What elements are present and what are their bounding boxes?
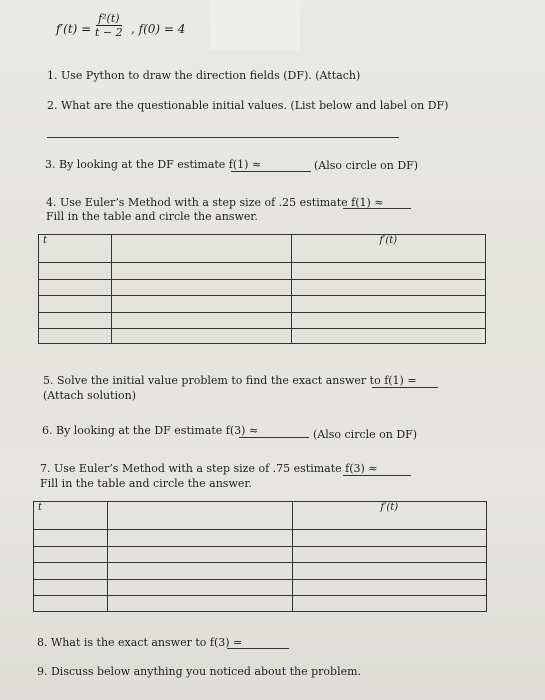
table-header-blank xyxy=(108,502,292,530)
table-cell[interactable] xyxy=(39,329,112,344)
answer-line-q3[interactable] xyxy=(231,171,311,172)
table-cell[interactable] xyxy=(39,296,112,313)
fraction-denominator: t − 2 xyxy=(95,26,123,39)
question-6-note: (Also circle on DF) xyxy=(313,428,418,441)
table-cell[interactable] xyxy=(108,563,292,580)
table-cell[interactable] xyxy=(292,596,486,612)
table-row xyxy=(39,313,486,329)
table-cell[interactable] xyxy=(112,263,291,280)
question-7: 7. Use Euler’s Method with a step size of .75 estimate f(3) ≈ xyxy=(40,462,378,475)
question-5: 5. Solve the initial value problem to find the exact answer to f(1) = xyxy=(43,374,417,387)
table-cell[interactable] xyxy=(291,263,485,280)
table-cell[interactable] xyxy=(112,329,291,344)
table-cell[interactable] xyxy=(34,547,108,563)
equation-lhs: f′(t) = xyxy=(56,22,92,36)
table-cell[interactable] xyxy=(34,563,108,580)
euler-table-1 xyxy=(38,234,486,344)
euler-table-2 xyxy=(33,501,487,612)
table-header-t: t xyxy=(34,502,108,530)
table-cell[interactable] xyxy=(108,580,292,596)
table-header-t: t xyxy=(39,235,112,263)
question-8: 8. What is the exact answer to f(3) = xyxy=(37,636,243,649)
question-7-instruction: Fill in the table and circle the answer. xyxy=(40,477,252,490)
table-cell[interactable] xyxy=(108,530,292,547)
table-cell[interactable] xyxy=(34,596,108,612)
table-cell[interactable] xyxy=(291,329,485,344)
question-3-note: (Also circle on DF) xyxy=(314,159,419,172)
table-row xyxy=(34,596,487,612)
fraction-numerator: f²(t) xyxy=(98,12,120,25)
table-row xyxy=(34,547,487,563)
table-header-blank xyxy=(112,235,291,263)
table-row xyxy=(34,502,487,530)
question-6: 6. By looking at the DF estimate f(3) ≈ xyxy=(42,424,259,437)
question-1: 1. Use Python to draw the direction fields (DF). (Attach) xyxy=(47,69,361,82)
question-4: 4. Use Euler’s Method with a step size of .25 estimate f(1) ≈ xyxy=(46,196,384,209)
table-cell[interactable] xyxy=(108,547,292,563)
table-row xyxy=(34,530,487,547)
question-4-instruction: Fill in the table and circle the answer. xyxy=(46,210,258,223)
table-header-fprime: f′(t) xyxy=(291,235,485,263)
table-row xyxy=(39,235,486,263)
initial-condition: , f(0) = 4 xyxy=(131,22,186,36)
table-cell[interactable] xyxy=(39,313,112,329)
table-row xyxy=(39,329,486,344)
table-cell[interactable] xyxy=(292,580,486,596)
table-row xyxy=(34,563,487,580)
equation-fraction xyxy=(95,12,123,39)
table-cell[interactable] xyxy=(112,313,291,329)
table-cell[interactable] xyxy=(112,296,291,313)
table-cell[interactable] xyxy=(291,313,485,329)
paper-glare xyxy=(210,0,300,50)
table-cell[interactable] xyxy=(292,547,486,563)
answer-line-q6[interactable] xyxy=(239,437,309,438)
table-cell[interactable] xyxy=(39,280,112,296)
answer-line-q7[interactable] xyxy=(343,475,411,476)
table-cell[interactable] xyxy=(34,580,108,596)
answer-line-q5[interactable] xyxy=(372,387,438,388)
answer-line-q4[interactable] xyxy=(343,208,411,209)
table-row xyxy=(39,263,486,280)
table-row xyxy=(39,280,486,296)
table-cell[interactable] xyxy=(292,530,486,547)
table-cell[interactable] xyxy=(291,280,485,296)
table-cell[interactable] xyxy=(39,263,112,280)
question-5-note: (Attach solution) xyxy=(43,389,136,402)
answer-line-q8[interactable] xyxy=(227,648,289,649)
answer-line-q2[interactable] xyxy=(47,137,399,138)
table-cell[interactable] xyxy=(292,563,486,580)
table-row xyxy=(39,296,486,313)
table-cell[interactable] xyxy=(34,530,108,547)
table-cell[interactable] xyxy=(108,596,292,612)
table-row xyxy=(34,580,487,596)
question-3: 3. By looking at the DF estimate f(1) ≈ xyxy=(45,158,262,171)
table-header-fprime: f′(t) xyxy=(292,502,486,530)
table-cell[interactable] xyxy=(291,296,485,313)
table-cell[interactable] xyxy=(112,280,291,296)
question-2: 2. What are the questionable initial values. (List below and label on DF) xyxy=(47,99,449,112)
question-9: 9. Discuss below anything you noticed about the problem. xyxy=(37,665,362,678)
